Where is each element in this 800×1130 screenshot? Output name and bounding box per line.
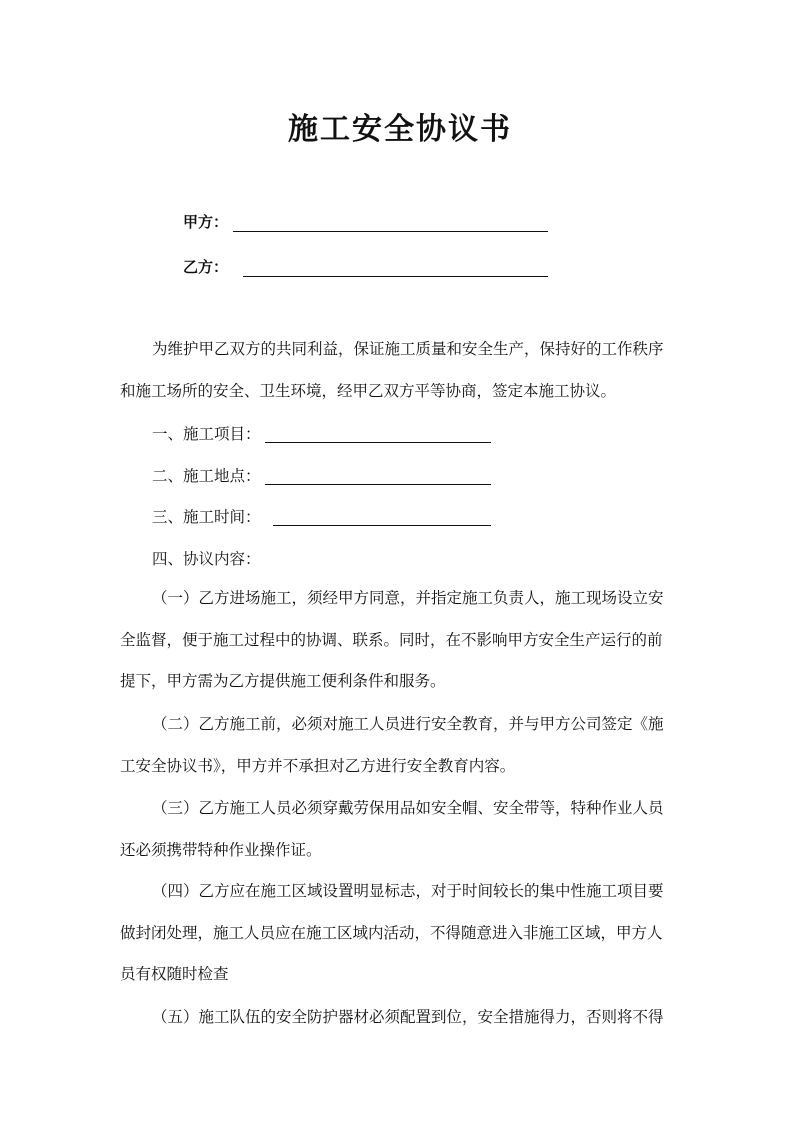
party-a-blank-line <box>233 231 548 232</box>
clause-line: 工安全协议书》，甲方并不承担对乙方进行安全教育内容。 <box>120 756 516 775</box>
clause-line: （三）乙方施工人员必须穿戴劳保用品如安全帽、安全带等，特种作业人员 <box>152 799 664 817</box>
clause-line: 员有权随时检查 <box>120 965 229 983</box>
party-b-label: 乙方： <box>183 258 229 276</box>
clause-line: 全监督，便于施工过程中的协调、联系。同时，在不影响甲方安全生产运行的前 <box>120 630 663 649</box>
field-location-label: 二、施工地点： <box>152 467 261 485</box>
clause-2 <box>120 704 686 787</box>
clause-1 <box>120 578 686 703</box>
field-location-blank-line <box>265 484 491 485</box>
clause-line: 还必须携带特种作业操作证。 <box>120 840 322 859</box>
clause-line: 做封闭处理，施工人员应在施工区域内活动，不得随意进入非施工区域，甲方人 <box>120 923 663 942</box>
field-time <box>152 505 261 529</box>
field-project <box>152 422 261 446</box>
intro-paragraph <box>120 329 686 412</box>
clause-3 <box>120 788 686 871</box>
clause-line: （一）乙方进场施工，须经甲方同意，并指定施工负责人，施工现场设立安 <box>152 589 664 607</box>
section4-heading: 四、协议内容： <box>152 550 261 568</box>
clause-line: （四）乙方应在施工区域设置明显标志，对于时间较长的集中性施工项目要 <box>152 882 664 900</box>
field-project-label: 一、施工项目： <box>152 425 261 443</box>
intro-line: 和施工场所的安全、卫生环境，经甲乙双方平等协商，签定本施工协议。 <box>120 381 617 400</box>
party-b-row <box>183 255 228 279</box>
intro-line: 为维护甲乙双方的共同利益，保证施工质量和安全生产，保持好的工作秩序 <box>152 340 664 358</box>
field-location <box>152 464 261 488</box>
clause-4 <box>120 871 686 996</box>
field-time-label: 三、施工时间： <box>152 508 261 526</box>
party-b-blank-line <box>243 276 548 277</box>
clause-5 <box>120 997 686 1039</box>
clause-line: 提下，甲方需为乙方提供施工便利条件和服务。 <box>120 672 446 690</box>
clause-line: （五）施工队伍的安全防护器材必须配置到位，安全措施得力，否则将不得 <box>152 1008 664 1026</box>
party-a-label: 甲方： <box>183 213 229 231</box>
field-project-blank-line <box>265 442 491 443</box>
clause-line: （二）乙方施工前，必须对施工人员进行安全教育，并与甲方公司签定《施 <box>152 715 664 733</box>
document-title: 施工安全协议书 <box>288 112 512 147</box>
field-time-blank-line <box>273 525 491 526</box>
party-a-row <box>183 210 228 234</box>
